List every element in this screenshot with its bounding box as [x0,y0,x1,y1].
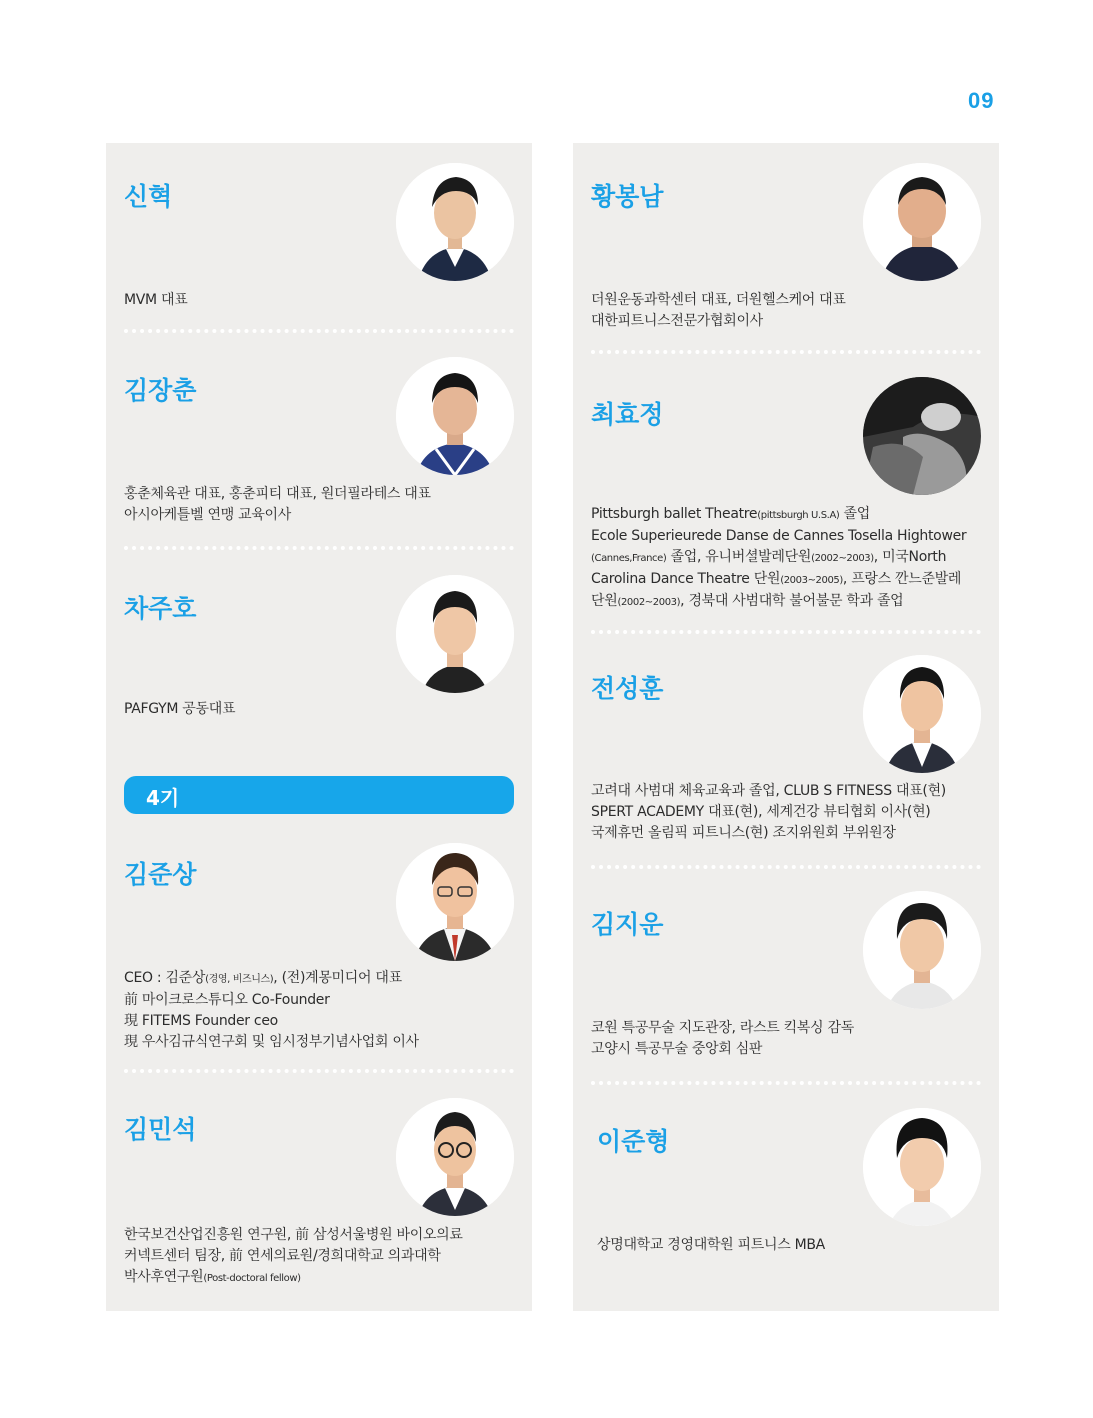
profile-card [591,377,981,617]
profile-card [124,163,514,338]
dotted-divider [124,329,514,333]
profile-name: 전성훈 [591,674,664,703]
profile-name: 김민석 [124,1115,197,1144]
right-column [573,143,999,1311]
profile-description: Pittsburgh ballet Theatre(pittsburgh U.S.A) 졸업 Ecole Superieurede Danse de Cannes Tosella Hightower (Cannes,France) 졸업, 유니버셜발레단원(2002~2003), 미국North Carolina Dance Theatre 단원(2003~2005), 프랑스 깐느준발레 단원(2002~2003), 경북대 사범대학 불어불문 학과 졸업 [591,506,967,609]
person-photo-icon [863,655,981,773]
person-photo-icon [863,163,981,281]
left-column [106,143,532,1311]
profile-card [591,163,981,353]
profile-name: 차주호 [124,594,197,623]
profile-description: 홍춘체육관 대표, 홍춘피티 대표, 원더필라테스 대표 아시아케틀벨 연맹 교육이사 [124,486,431,523]
profile-card [124,357,514,537]
profile-description: 한국보건산업진흥원 연구원, 前 삼성서울병원 바이오의료 커넥트센터 팀장, 前 연세의료원/경희대학교 의과대학 박사후연구원(Post-doctoral fellow) [124,1227,463,1285]
profile-card [591,655,981,855]
person-photo-icon [396,575,514,693]
profile-card [124,1098,514,1288]
profile-description: PAFGYM 공동대표 [124,701,236,717]
profile-photo [396,163,514,281]
profile-description: 코원 특공무술 지도관장, 라스트 킥복싱 감독 고양시 특공무술 중앙회 심판 [591,1020,854,1057]
profile-card [124,843,514,1058]
profile-description: CEO : 김준상(경영, 비즈니스), (전)계몽미디어 대표 前 마이크로스튜디오 Co-Founder 現 FITEMS Founder ceo 現 우사김규식연구회 및 임시정부기념사업회 이사 [124,970,419,1050]
profile-photo [396,1098,514,1216]
dotted-divider [124,546,514,550]
profile-photo [863,655,981,773]
profile-photo [863,1108,981,1226]
generation-banner [124,776,514,814]
profile-name: 김준상 [124,860,197,889]
profile-card [591,1108,981,1278]
dotted-divider [591,350,981,354]
person-photo-icon [396,357,514,475]
generation-label: 4기 [146,786,180,810]
page-number: 09 [968,88,995,113]
profile-description: MVM 대표 [124,292,188,308]
person-photo-icon [396,843,514,961]
profile-description: 상명대학교 경영대학원 피트니스 MBA [597,1237,825,1253]
profile-photo [396,357,514,475]
profile-photo [863,891,981,1009]
profile-card [591,891,981,1081]
person-photo-icon [863,891,981,1009]
profile-photo [863,377,981,495]
dotted-divider [124,1069,514,1073]
dotted-divider [591,1081,981,1085]
person-photo-icon [396,1098,514,1216]
person-photo-icon [863,1108,981,1226]
profile-name: 김지운 [591,910,664,939]
profile-name: 이준형 [597,1127,670,1156]
dotted-divider [591,865,981,869]
profile-name: 김장춘 [124,376,197,405]
profile-name: 신혁 [124,182,173,211]
person-photo-icon [396,163,514,281]
dotted-divider [591,630,981,634]
profile-photo [396,575,514,693]
profile-name: 황봉남 [591,182,664,211]
profile-description: 더원운동과학센터 대표, 더원헬스케어 대표 대한피트니스전문가협회이사 [591,292,846,329]
dancer-photo-icon [863,377,981,495]
profile-description: 고려대 사범대 체육교육과 졸업, CLUB S FITNESS 대표(현) SPERT ACADEMY 대표(현), 세계건강 뷰티협회 이사(현) 국제휴먼 올림픽 피트니스(현) 조지위원회 부위원장 [591,783,946,841]
profile-name: 최효정 [591,400,664,429]
profile-photo [396,843,514,961]
profile-photo [863,163,981,281]
profile-card [124,575,514,745]
